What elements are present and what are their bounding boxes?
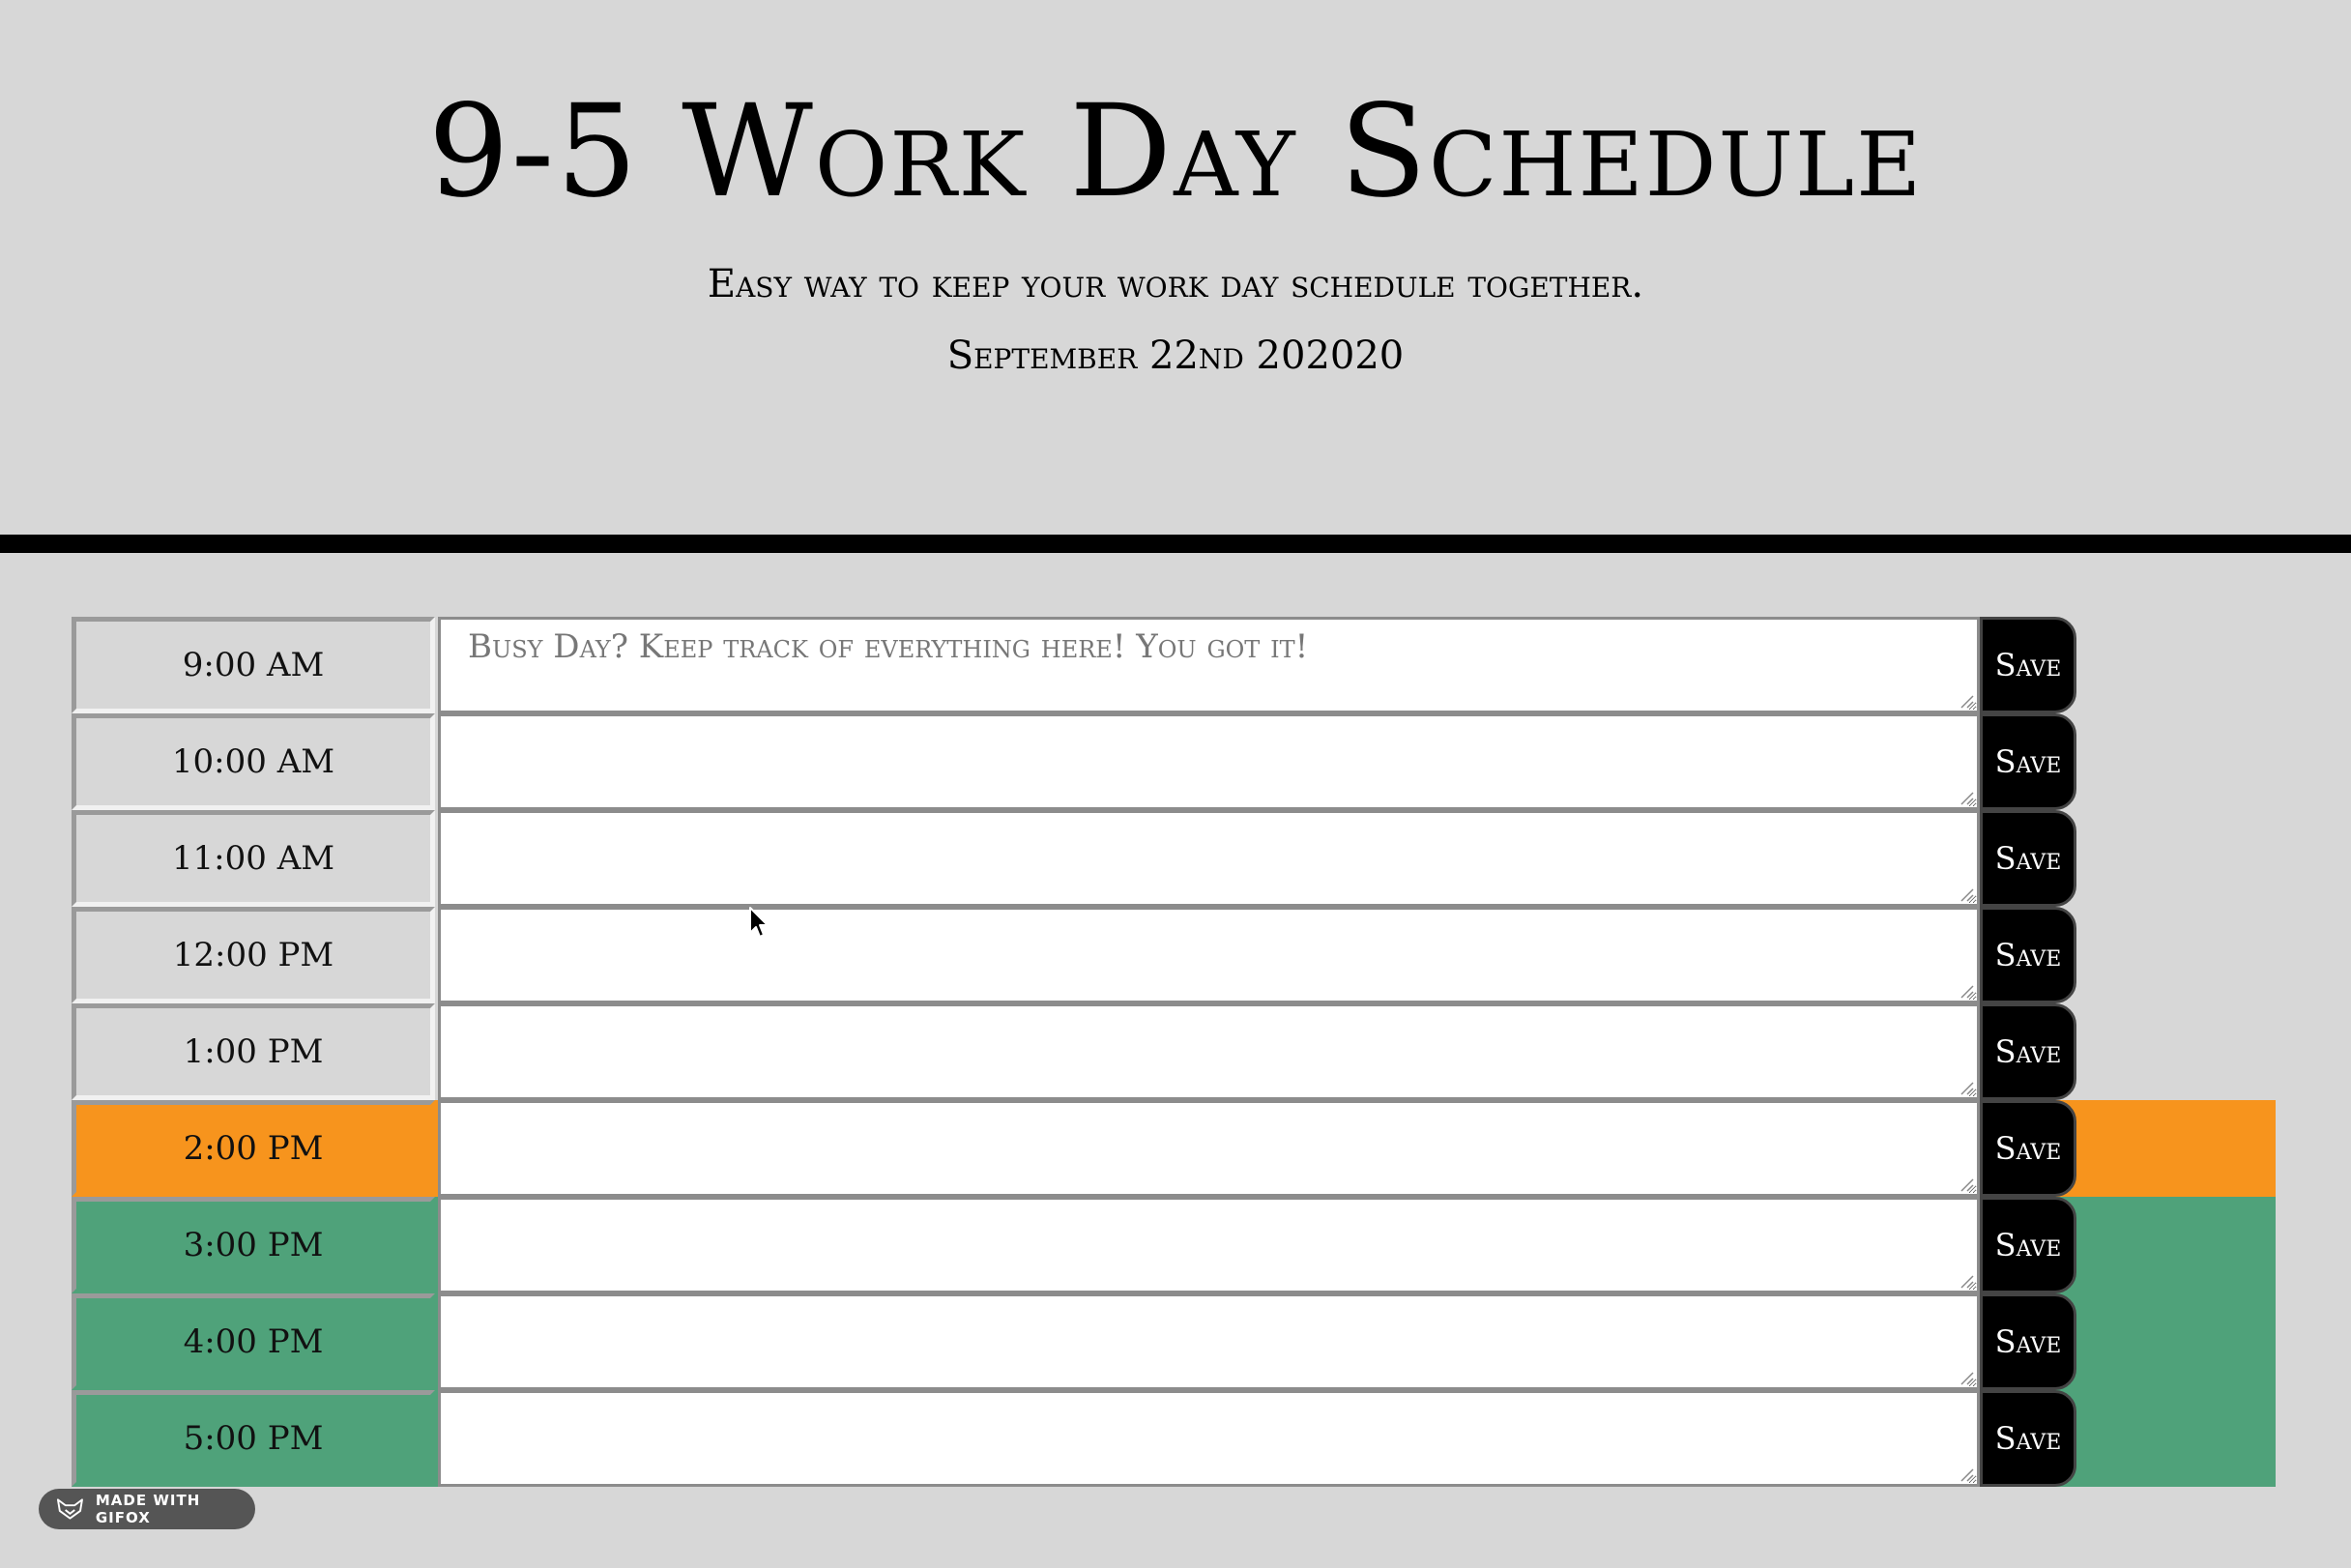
resize-grip-icon[interactable] — [1959, 984, 1975, 1000]
badge-label: MADE WITH GIFOX — [95, 1492, 201, 1526]
time-block-5pm — [72, 1390, 2276, 1487]
event-input[interactable] — [438, 1100, 1980, 1197]
gifox-badge[interactable] — [39, 1489, 255, 1529]
resize-grip-icon[interactable] — [1959, 694, 1975, 710]
hour-label: 5:00 PM — [72, 1390, 435, 1487]
time-block-9am — [72, 617, 2276, 713]
hour-label: 3:00 PM — [72, 1197, 435, 1293]
hour-label: 2:00 PM — [72, 1100, 435, 1197]
resize-grip-icon[interactable] — [1959, 1467, 1975, 1483]
event-input[interactable] — [438, 1003, 1980, 1100]
save-button[interactable]: Save — [1980, 810, 2076, 907]
event-input[interactable] — [438, 907, 1980, 1003]
save-button[interactable]: Save — [1980, 1100, 2076, 1197]
header — [0, 0, 2351, 553]
mouse-pointer-icon — [748, 906, 769, 939]
time-block-1pm — [72, 1003, 2276, 1100]
event-input[interactable] — [438, 713, 1980, 810]
hour-label: 11:00 AM — [72, 810, 435, 907]
resize-grip-icon[interactable] — [1959, 1371, 1975, 1386]
resize-grip-icon[interactable] — [1959, 1274, 1975, 1290]
save-button[interactable]: Save — [1980, 1390, 2076, 1487]
resize-grip-icon[interactable] — [1959, 1081, 1975, 1096]
hour-label: 12:00 PM — [72, 907, 435, 1003]
current-date: September 22nd 202020 — [946, 334, 1405, 378]
time-block-4pm — [72, 1293, 2276, 1390]
fox-icon — [56, 1497, 84, 1521]
event-input[interactable] — [438, 1293, 1980, 1390]
time-block-2pm — [72, 1100, 2276, 1197]
save-button[interactable]: Save — [1980, 713, 2076, 810]
event-input[interactable] — [438, 617, 1980, 713]
time-block-12pm — [72, 907, 2276, 1003]
hour-label: 4:00 PM — [72, 1293, 435, 1390]
save-button[interactable]: Save — [1980, 1293, 2076, 1390]
resize-grip-icon[interactable] — [1959, 1177, 1975, 1193]
save-button[interactable]: Save — [1980, 617, 2076, 713]
save-button[interactable]: Save — [1980, 1197, 2076, 1293]
time-block-11am — [72, 810, 2276, 907]
time-block-10am — [72, 713, 2276, 810]
hour-label: 10:00 AM — [72, 713, 435, 810]
event-input[interactable] — [438, 1390, 1980, 1487]
hour-label: 1:00 PM — [72, 1003, 435, 1100]
resize-grip-icon[interactable] — [1959, 791, 1975, 806]
event-input[interactable] — [438, 810, 1980, 907]
hour-label: 9:00 AM — [72, 617, 435, 713]
schedule — [72, 617, 2276, 1487]
event-input[interactable] — [438, 1197, 1980, 1293]
resize-grip-icon[interactable] — [1959, 887, 1975, 903]
page-subtitle: Easy way to keep your work day schedule together. — [707, 262, 1644, 306]
page-title: 9-5 Work Day Schedule — [427, 77, 1924, 226]
save-button[interactable]: Save — [1980, 1003, 2076, 1100]
save-button[interactable]: Save — [1980, 907, 2076, 1003]
time-block-3pm — [72, 1197, 2276, 1293]
